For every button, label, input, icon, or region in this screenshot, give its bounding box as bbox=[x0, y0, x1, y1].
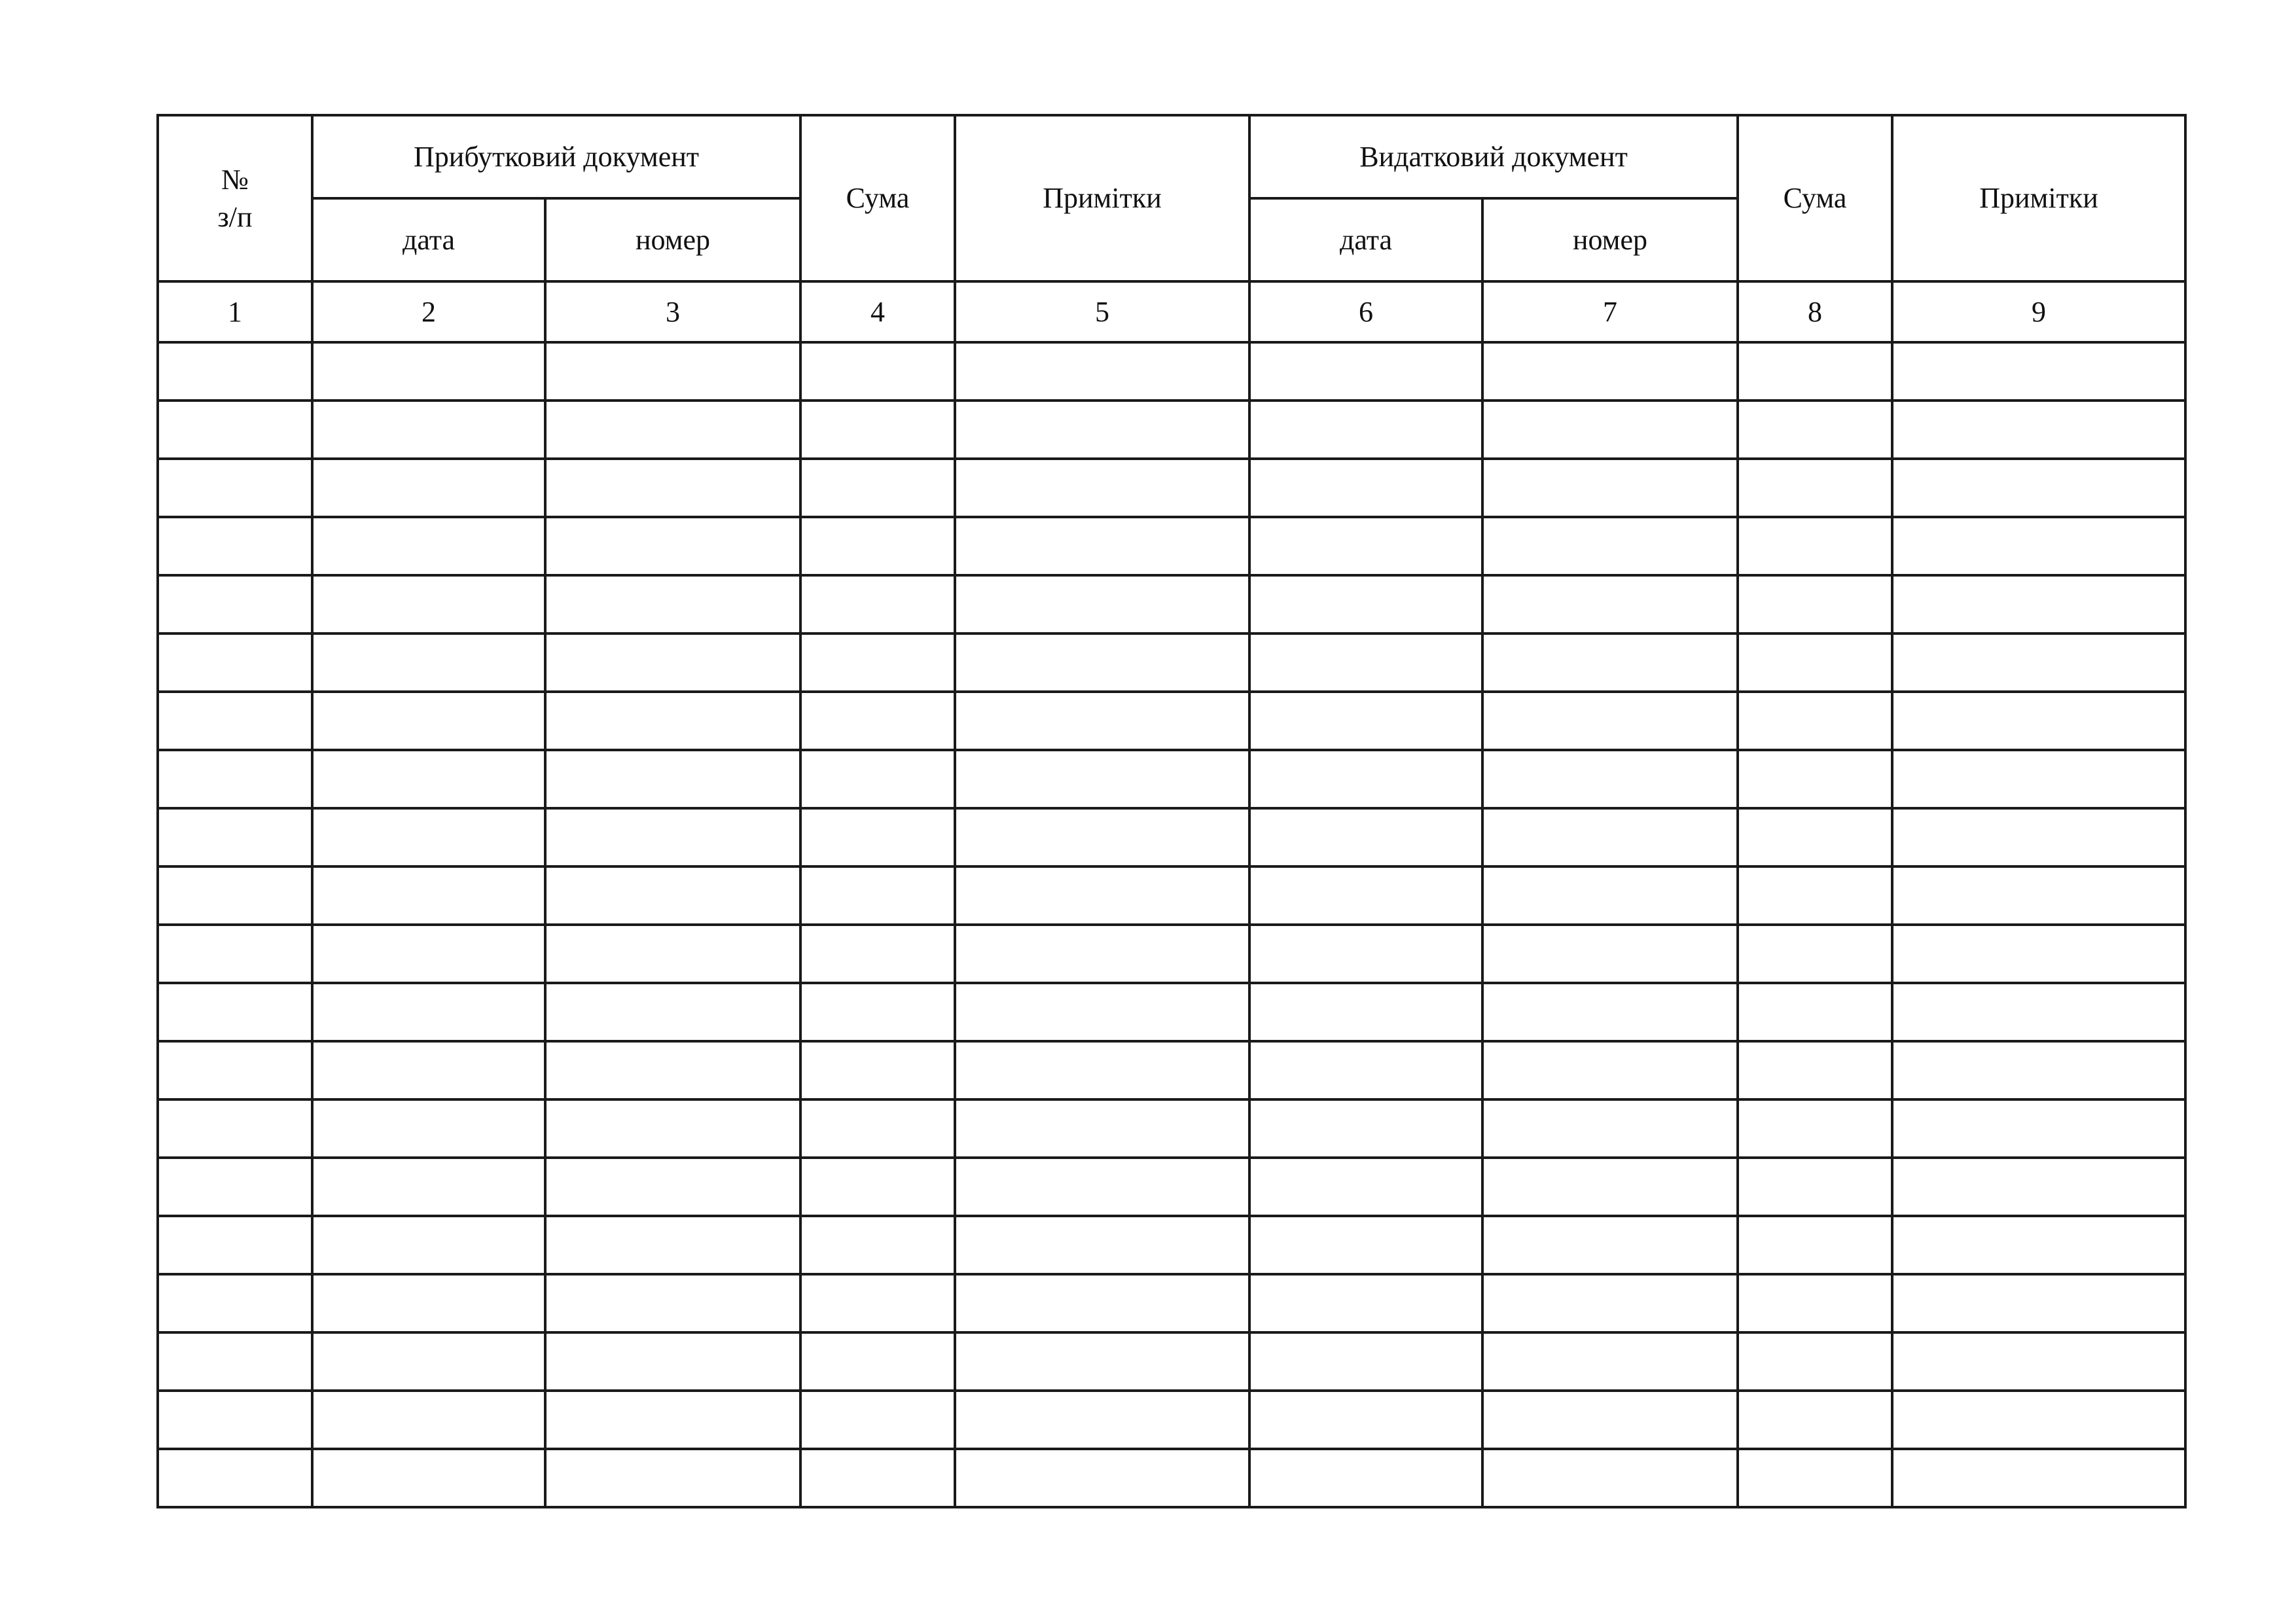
table-cell[interactable] bbox=[1738, 342, 1892, 401]
table-cell[interactable] bbox=[158, 925, 312, 983]
table-cell[interactable] bbox=[158, 750, 312, 808]
table-cell[interactable] bbox=[158, 1449, 312, 1507]
header-outgoing-date: дата bbox=[1249, 198, 1482, 281]
table-cell[interactable] bbox=[158, 1041, 312, 1099]
table-cell[interactable] bbox=[312, 459, 545, 517]
table-cell[interactable] bbox=[312, 983, 545, 1041]
table-cell[interactable] bbox=[545, 633, 800, 692]
header-row-top bbox=[158, 115, 2185, 198]
table-cell[interactable] bbox=[1892, 517, 2185, 575]
table-cell[interactable] bbox=[955, 983, 1249, 1041]
table-row bbox=[158, 1332, 2185, 1391]
ledger-table bbox=[156, 114, 2187, 1508]
table-cell[interactable] bbox=[312, 1449, 545, 1507]
table-cell[interactable] bbox=[545, 342, 800, 401]
table-cell[interactable] bbox=[1738, 1274, 1892, 1332]
table-cell[interactable] bbox=[545, 1041, 800, 1099]
table-cell[interactable] bbox=[1738, 1041, 1892, 1099]
table-cell[interactable] bbox=[545, 750, 800, 808]
table-cell[interactable] bbox=[1249, 459, 1482, 517]
column-number: 1 bbox=[158, 281, 312, 342]
table-cell[interactable] bbox=[545, 1099, 800, 1158]
table-cell[interactable] bbox=[1738, 575, 1892, 633]
table-cell[interactable] bbox=[1249, 1041, 1482, 1099]
table-cell[interactable] bbox=[158, 459, 312, 517]
table-cell[interactable] bbox=[158, 1216, 312, 1274]
table-cell[interactable] bbox=[1738, 692, 1892, 750]
table-cell[interactable] bbox=[800, 342, 955, 401]
table-cell[interactable] bbox=[800, 866, 955, 925]
column-number: 3 bbox=[545, 281, 800, 342]
header-sum-outgoing: Сума bbox=[1738, 115, 1892, 281]
table-cell[interactable] bbox=[800, 1099, 955, 1158]
table-cell[interactable] bbox=[1482, 983, 1738, 1041]
table-cell[interactable] bbox=[312, 633, 545, 692]
table-cell[interactable] bbox=[545, 1216, 800, 1274]
table-row bbox=[158, 983, 2185, 1041]
table-cell[interactable] bbox=[158, 517, 312, 575]
table-cell[interactable] bbox=[545, 1449, 800, 1507]
table-row bbox=[158, 633, 2185, 692]
table-cell[interactable] bbox=[158, 983, 312, 1041]
table-cell[interactable] bbox=[1482, 342, 1738, 401]
table-cell[interactable] bbox=[312, 575, 545, 633]
table-cell[interactable] bbox=[800, 575, 955, 633]
table-cell[interactable] bbox=[158, 808, 312, 866]
table-cell[interactable] bbox=[545, 1391, 800, 1449]
table-cell[interactable] bbox=[1249, 1449, 1482, 1507]
table-cell[interactable] bbox=[545, 517, 800, 575]
table-row bbox=[158, 575, 2185, 633]
column-number: 2 bbox=[312, 281, 545, 342]
table-cell[interactable] bbox=[1249, 692, 1482, 750]
table-cell[interactable] bbox=[158, 1391, 312, 1449]
table-cell[interactable] bbox=[1482, 1041, 1738, 1099]
table-cell[interactable] bbox=[312, 692, 545, 750]
table-cell[interactable] bbox=[1892, 1391, 2185, 1449]
table-cell[interactable] bbox=[1249, 1158, 1482, 1216]
table-cell[interactable] bbox=[800, 401, 955, 459]
table-cell[interactable] bbox=[158, 342, 312, 401]
column-number: 7 bbox=[1482, 281, 1738, 342]
table-cell[interactable] bbox=[1482, 633, 1738, 692]
table-cell[interactable] bbox=[955, 750, 1249, 808]
table-cell[interactable] bbox=[312, 1391, 545, 1449]
table-cell[interactable] bbox=[1892, 692, 2185, 750]
table-cell[interactable] bbox=[955, 1449, 1249, 1507]
table-cell[interactable] bbox=[955, 575, 1249, 633]
table-cell[interactable] bbox=[1738, 925, 1892, 983]
column-number: 8 bbox=[1738, 281, 1892, 342]
table-row bbox=[158, 1274, 2185, 1332]
table-cell[interactable] bbox=[1738, 866, 1892, 925]
table-cell[interactable] bbox=[545, 401, 800, 459]
table-cell[interactable] bbox=[1892, 575, 2185, 633]
table-row bbox=[158, 1158, 2185, 1216]
table-cell[interactable] bbox=[1249, 1332, 1482, 1391]
table-cell[interactable] bbox=[312, 1099, 545, 1158]
table-cell[interactable] bbox=[800, 517, 955, 575]
table-cell[interactable] bbox=[1738, 1391, 1892, 1449]
table-cell[interactable] bbox=[955, 1332, 1249, 1391]
table-cell[interactable] bbox=[1892, 1332, 2185, 1391]
header-incoming-number: номер bbox=[545, 198, 800, 281]
table-cell[interactable] bbox=[1249, 866, 1482, 925]
column-number: 6 bbox=[1249, 281, 1482, 342]
table-cell[interactable] bbox=[1738, 1449, 1892, 1507]
table-cell[interactable] bbox=[545, 1158, 800, 1216]
table-cell[interactable] bbox=[955, 692, 1249, 750]
table-cell[interactable] bbox=[1738, 983, 1892, 1041]
table-cell[interactable] bbox=[312, 808, 545, 866]
table-cell[interactable] bbox=[1892, 633, 2185, 692]
table-cell[interactable] bbox=[312, 1332, 545, 1391]
header-outgoing-document: Видатковий документ bbox=[1249, 115, 1738, 198]
table-cell[interactable] bbox=[1892, 459, 2185, 517]
table-cell[interactable] bbox=[1892, 750, 2185, 808]
table-cell[interactable] bbox=[955, 1274, 1249, 1332]
table-cell[interactable] bbox=[1249, 750, 1482, 808]
table-cell[interactable] bbox=[800, 459, 955, 517]
header-outgoing-number: номер bbox=[1482, 198, 1738, 281]
table-cell[interactable] bbox=[1482, 750, 1738, 808]
table-body bbox=[158, 342, 2185, 1507]
table-cell[interactable] bbox=[545, 692, 800, 750]
table-cell[interactable] bbox=[1482, 1216, 1738, 1274]
header-row-number-abbrev: з/п bbox=[217, 201, 253, 233]
table-cell[interactable] bbox=[1738, 1099, 1892, 1158]
table-cell[interactable] bbox=[545, 459, 800, 517]
table-row bbox=[158, 692, 2185, 750]
table-cell[interactable] bbox=[1249, 1216, 1482, 1274]
table-cell[interactable] bbox=[955, 1158, 1249, 1216]
table-cell[interactable] bbox=[955, 1099, 1249, 1158]
table-cell[interactable] bbox=[800, 1216, 955, 1274]
table-cell[interactable] bbox=[1482, 866, 1738, 925]
table-cell[interactable] bbox=[1482, 401, 1738, 459]
table-cell[interactable] bbox=[1738, 459, 1892, 517]
table-cell[interactable] bbox=[312, 401, 545, 459]
table-cell[interactable] bbox=[1249, 342, 1482, 401]
table-cell[interactable] bbox=[158, 1274, 312, 1332]
table-row bbox=[158, 750, 2185, 808]
table-cell[interactable] bbox=[1482, 459, 1738, 517]
table-cell[interactable] bbox=[1249, 517, 1482, 575]
header-notes-incoming: Примітки bbox=[955, 115, 1249, 281]
table-cell[interactable] bbox=[312, 1216, 545, 1274]
table-cell[interactable] bbox=[955, 401, 1249, 459]
table-cell[interactable] bbox=[545, 1274, 800, 1332]
column-number: 9 bbox=[1892, 281, 2185, 342]
table-cell[interactable] bbox=[312, 517, 545, 575]
table-cell[interactable] bbox=[800, 1391, 955, 1449]
table-cell[interactable] bbox=[955, 925, 1249, 983]
table-cell[interactable] bbox=[1482, 517, 1738, 575]
table-cell[interactable] bbox=[1892, 983, 2185, 1041]
table-cell[interactable] bbox=[1738, 633, 1892, 692]
table-row bbox=[158, 459, 2185, 517]
table-cell[interactable] bbox=[800, 1158, 955, 1216]
table-cell[interactable] bbox=[158, 866, 312, 925]
header-sum-incoming: Сума bbox=[800, 115, 955, 281]
table-cell[interactable] bbox=[312, 1041, 545, 1099]
table-cell[interactable] bbox=[1482, 1332, 1738, 1391]
header-row-number bbox=[158, 115, 312, 281]
table-row bbox=[158, 1449, 2185, 1507]
table-cell[interactable] bbox=[1249, 1274, 1482, 1332]
table-cell[interactable] bbox=[1738, 401, 1892, 459]
table-cell[interactable] bbox=[158, 1158, 312, 1216]
table-cell[interactable] bbox=[1249, 808, 1482, 866]
table-cell[interactable] bbox=[158, 633, 312, 692]
table-cell[interactable] bbox=[1892, 1449, 2185, 1507]
table-cell[interactable] bbox=[1249, 1391, 1482, 1449]
header-row-number-symbol: № bbox=[221, 163, 249, 196]
table-cell[interactable] bbox=[545, 866, 800, 925]
table-cell[interactable] bbox=[1892, 866, 2185, 925]
table-row bbox=[158, 866, 2185, 925]
table-cell[interactable] bbox=[955, 517, 1249, 575]
table-cell[interactable] bbox=[158, 692, 312, 750]
table-row bbox=[158, 808, 2185, 866]
table-cell[interactable] bbox=[955, 342, 1249, 401]
table-cell[interactable] bbox=[1738, 1216, 1892, 1274]
table-row bbox=[158, 1099, 2185, 1158]
column-number-row bbox=[158, 281, 2185, 342]
table-cell[interactable] bbox=[312, 925, 545, 983]
table-row bbox=[158, 1041, 2185, 1099]
table-cell[interactable] bbox=[1482, 1391, 1738, 1449]
table-cell[interactable] bbox=[312, 1158, 545, 1216]
table-cell[interactable] bbox=[1249, 575, 1482, 633]
table-cell[interactable] bbox=[800, 1449, 955, 1507]
table-cell[interactable] bbox=[1249, 983, 1482, 1041]
table-cell[interactable] bbox=[1482, 1158, 1738, 1216]
table-cell[interactable] bbox=[800, 925, 955, 983]
table-cell[interactable] bbox=[1892, 401, 2185, 459]
table-row bbox=[158, 342, 2185, 401]
table-cell[interactable] bbox=[800, 1041, 955, 1099]
table-cell[interactable] bbox=[800, 692, 955, 750]
table-cell[interactable] bbox=[1892, 1041, 2185, 1099]
table-cell[interactable] bbox=[1249, 1099, 1482, 1158]
table-cell[interactable] bbox=[1892, 1158, 2185, 1216]
table-cell[interactable] bbox=[1482, 925, 1738, 983]
table-cell[interactable] bbox=[545, 575, 800, 633]
table-cell[interactable] bbox=[955, 459, 1249, 517]
header-notes-outgoing: Примітки bbox=[1892, 115, 2185, 281]
table-cell[interactable] bbox=[1482, 692, 1738, 750]
table-cell[interactable] bbox=[545, 808, 800, 866]
table-cell[interactable] bbox=[800, 808, 955, 866]
table-cell[interactable] bbox=[1249, 633, 1482, 692]
table-cell[interactable] bbox=[955, 1216, 1249, 1274]
column-number: 5 bbox=[955, 281, 1249, 342]
table-cell[interactable] bbox=[1738, 808, 1892, 866]
table-cell[interactable] bbox=[1892, 925, 2185, 983]
table-cell[interactable] bbox=[1738, 750, 1892, 808]
table-cell[interactable] bbox=[1482, 1449, 1738, 1507]
table-cell[interactable] bbox=[545, 983, 800, 1041]
table-cell[interactable] bbox=[955, 1041, 1249, 1099]
table-cell[interactable] bbox=[1482, 808, 1738, 866]
table-row bbox=[158, 1216, 2185, 1274]
table-cell[interactable] bbox=[1892, 1099, 2185, 1158]
column-number: 4 bbox=[800, 281, 955, 342]
table-cell[interactable] bbox=[800, 1332, 955, 1391]
table-cell[interactable] bbox=[312, 342, 545, 401]
table-cell[interactable] bbox=[800, 633, 955, 692]
table-cell[interactable] bbox=[158, 575, 312, 633]
table-row bbox=[158, 401, 2185, 459]
header-incoming-document: Прибутковий документ bbox=[312, 115, 800, 198]
table-cell[interactable] bbox=[1738, 517, 1892, 575]
table-cell[interactable] bbox=[955, 866, 1249, 925]
table-cell[interactable] bbox=[955, 1391, 1249, 1449]
table-cell[interactable] bbox=[1482, 575, 1738, 633]
header-incoming-date: дата bbox=[312, 198, 545, 281]
table-cell[interactable] bbox=[1249, 925, 1482, 983]
table-cell[interactable] bbox=[1892, 1274, 2185, 1332]
table-row bbox=[158, 925, 2185, 983]
table-cell[interactable] bbox=[800, 1274, 955, 1332]
table-cell[interactable] bbox=[545, 925, 800, 983]
table-cell[interactable] bbox=[158, 401, 312, 459]
table-cell[interactable] bbox=[312, 750, 545, 808]
table-cell[interactable] bbox=[312, 1274, 545, 1332]
table-cell[interactable] bbox=[1892, 1216, 2185, 1274]
table-cell[interactable] bbox=[1249, 401, 1482, 459]
table-cell[interactable] bbox=[158, 1099, 312, 1158]
table-cell[interactable] bbox=[312, 866, 545, 925]
table-cell[interactable] bbox=[1892, 342, 2185, 401]
table-header bbox=[158, 115, 2185, 342]
table-cell[interactable] bbox=[1738, 1332, 1892, 1391]
table-row bbox=[158, 517, 2185, 575]
table-cell[interactable] bbox=[1738, 1158, 1892, 1216]
table-cell[interactable] bbox=[800, 750, 955, 808]
table-cell[interactable] bbox=[1482, 1099, 1738, 1158]
table-cell[interactable] bbox=[1892, 808, 2185, 866]
table-cell[interactable] bbox=[955, 808, 1249, 866]
table-cell[interactable] bbox=[800, 983, 955, 1041]
table-cell[interactable] bbox=[955, 633, 1249, 692]
table-row bbox=[158, 1391, 2185, 1449]
table-cell[interactable] bbox=[1482, 1274, 1738, 1332]
table-cell[interactable] bbox=[545, 1332, 800, 1391]
table-cell[interactable] bbox=[158, 1332, 312, 1391]
